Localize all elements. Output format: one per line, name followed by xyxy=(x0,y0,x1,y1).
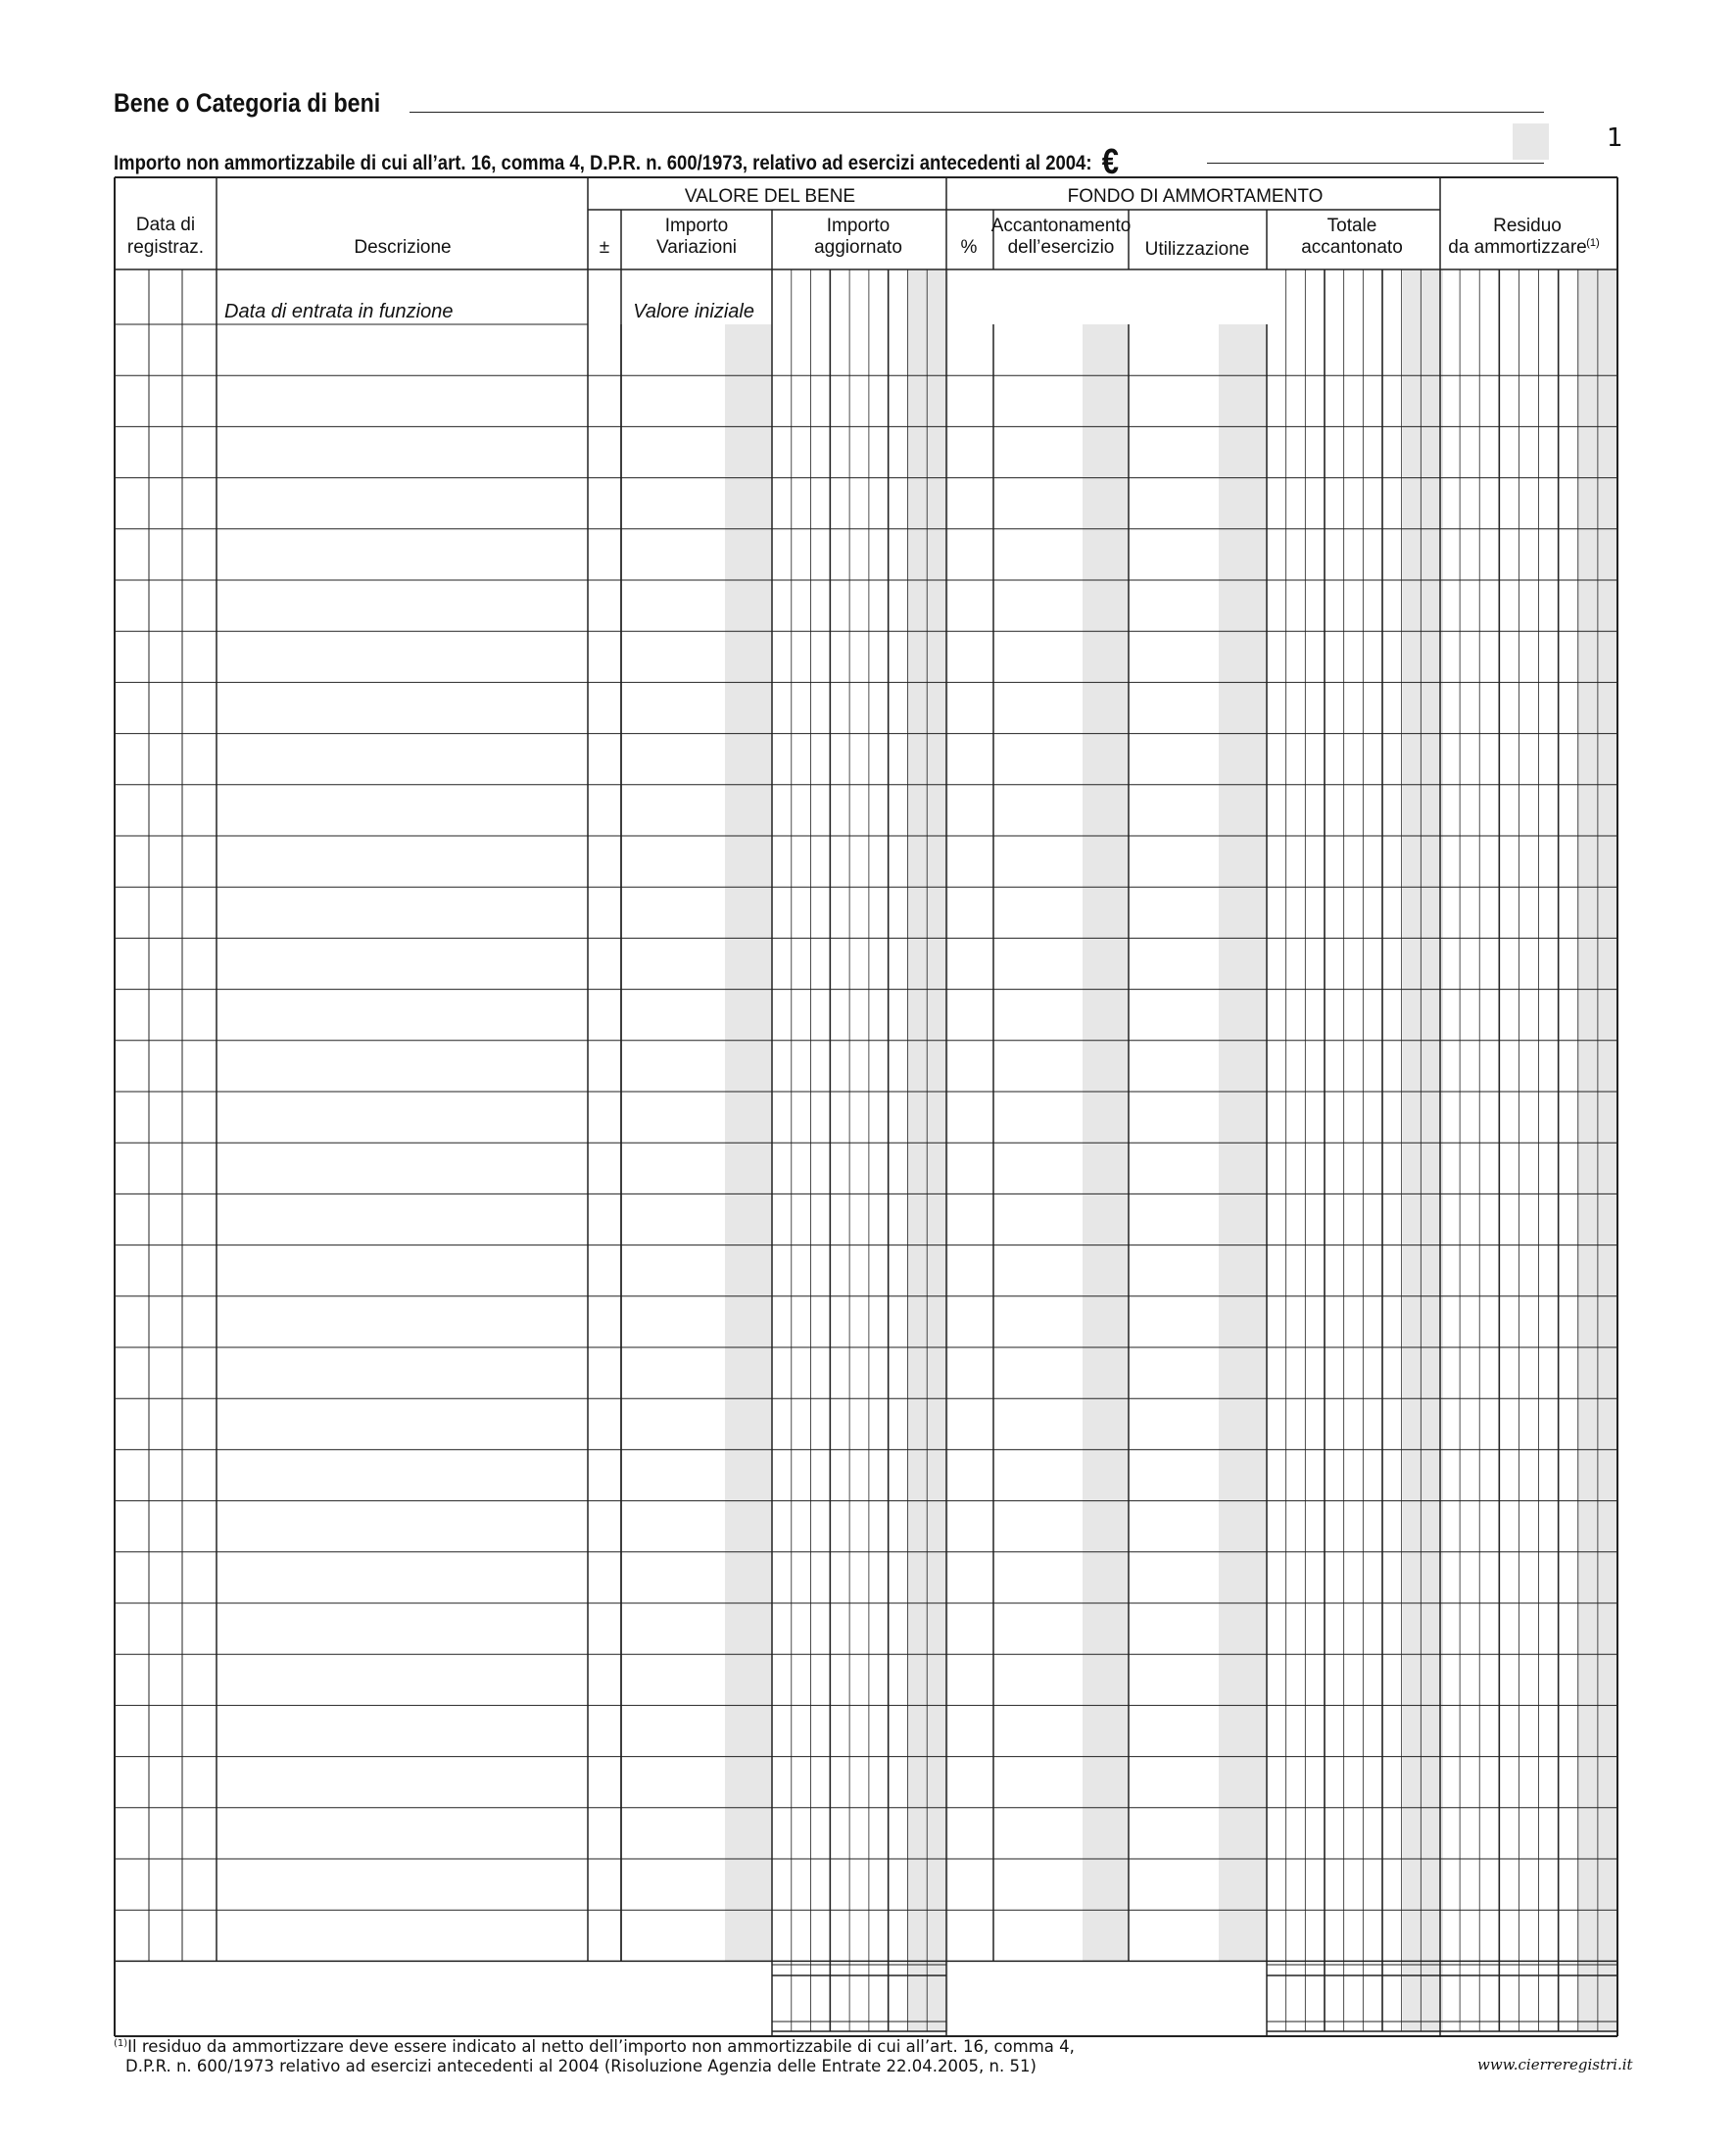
page-title: Bene o Categoria di beni xyxy=(114,88,381,118)
shade-aggiornato-decimals xyxy=(908,269,948,2031)
euro-symbol: € xyxy=(1101,141,1120,181)
col-residuo-line1: Residuo xyxy=(1493,216,1562,236)
col-aggiornato-line2: aggiornato xyxy=(814,237,902,258)
shaded-columns xyxy=(725,269,1617,2031)
group-fondo-ammortamento: FONDO DI AMMORTAMENTO xyxy=(1067,186,1324,207)
col-residuo-note: (1) xyxy=(1586,237,1600,249)
footnote-line2: D.P.R. n. 600/1973 relativo ad esercizi antecedenti al 2004 (Risoluzione Agenzia delle Entrate 22.04.2005, n. 51) xyxy=(125,2057,1037,2075)
col-accantonamento-line1: Accantonamento xyxy=(990,216,1132,236)
col-descrizione: Descrizione xyxy=(354,237,452,258)
footnote-marker: (1) xyxy=(114,2038,128,2049)
initial-value-label: Valore iniziale xyxy=(633,301,754,322)
col-segno: ± xyxy=(599,237,610,258)
col-utilizzazione: Utilizzazione xyxy=(1144,239,1250,260)
footnote xyxy=(114,2034,1075,2076)
col-variazioni-line2: Variazioni xyxy=(655,237,738,258)
col-totale-line1: Totale xyxy=(1326,216,1377,236)
entry-date-label: Data di entrata in funzione xyxy=(224,301,454,322)
non-depreciable-text: Importo non ammortizzabile di cui all’art. 16, comma 4, D.P.R. n. 600/1973, relativo ad esercizi antecedenti al 2004: xyxy=(114,151,1092,174)
col-data-line1: Data di xyxy=(135,215,196,235)
col-variazioni-line1: Importo xyxy=(664,216,729,236)
footnote-line1: $^{(1)}$Il residuo da ammortizzare deve essere indicato al netto dell’importo non ammortizzabile di cui all’art. 16, comma 4, xyxy=(114,2037,1075,2056)
col-aggiornato-line1: Importo xyxy=(826,216,891,236)
group-valore-del-bene: VALORE DEL BENE xyxy=(684,186,856,207)
col-totale-line2: accantonato xyxy=(1301,237,1403,258)
page-number: 1 xyxy=(1607,123,1623,153)
website: www.cierreregistri.it xyxy=(1477,2056,1633,2073)
col-residuo-line2: da ammortizzare xyxy=(1448,237,1587,258)
table-rules xyxy=(115,177,1617,2036)
col-percent: % xyxy=(960,237,978,258)
shade-totale-decimals xyxy=(1403,269,1443,2031)
col-accantonamento-line2: dell’esercizio xyxy=(1007,237,1115,258)
col-data-line2: registraz. xyxy=(126,237,205,258)
